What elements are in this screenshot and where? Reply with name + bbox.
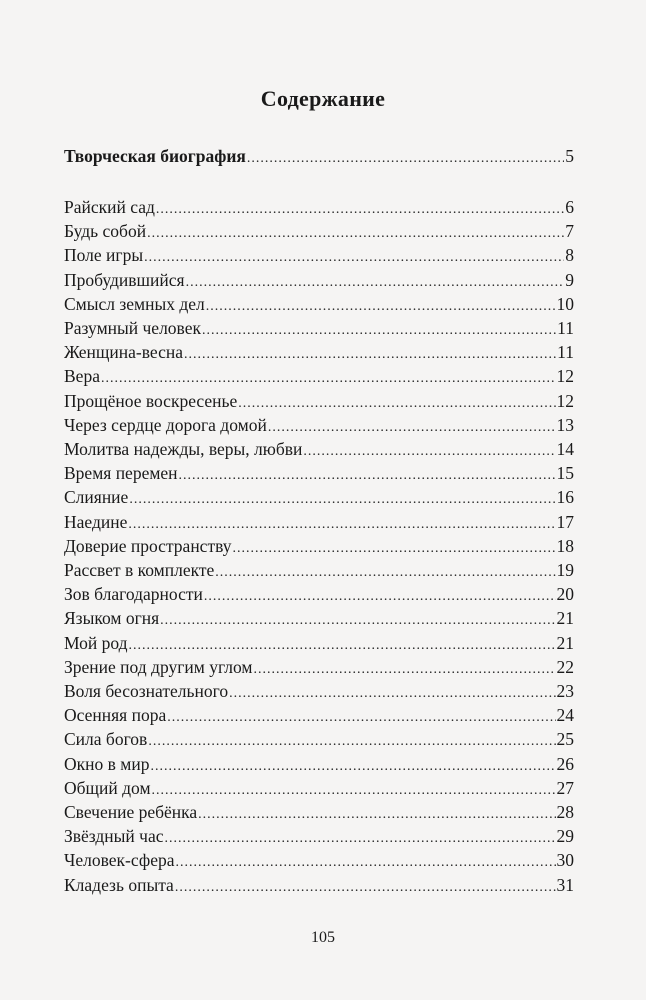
toc-entry-page: 25	[556, 729, 574, 750]
toc-entry	[64, 145, 574, 167]
page-title: Содержание	[260, 86, 386, 111]
toc-entry-title: Зов благодарности	[64, 584, 203, 605]
toc-entry-page: 21	[556, 608, 574, 629]
toc-entry	[64, 511, 574, 533]
toc-entry-title: Доверие пространству	[64, 535, 232, 556]
toc-entry-page: 18	[556, 535, 574, 556]
toc-entry-page: 12	[556, 390, 574, 411]
toc-entry	[64, 244, 574, 266]
toc-entry	[64, 196, 574, 218]
dot-leader	[229, 683, 555, 705]
dot-leader	[247, 148, 564, 170]
dot-leader	[175, 877, 556, 899]
toc-entry	[64, 269, 574, 291]
dot-leader	[147, 223, 564, 245]
toc-entry	[64, 341, 574, 363]
toc-entry	[64, 753, 574, 775]
dot-leader	[215, 562, 555, 584]
dot-leader	[150, 756, 555, 778]
toc-entry-title: Вера	[64, 366, 100, 387]
toc-entry-title: Сила богов	[64, 729, 148, 750]
toc-entry-page: 17	[556, 511, 574, 532]
toc-entry-page: 19	[556, 560, 574, 580]
toc-entry-page: 11	[557, 318, 574, 338]
toc-entry-title: Прощёное воскресенье	[64, 390, 238, 411]
dot-leader	[160, 610, 555, 632]
toc-entry	[64, 583, 574, 605]
toc-entry-title: Разумный человек	[64, 318, 201, 338]
toc-entry-page: 16	[556, 487, 574, 508]
toc-entry-title: Молитва надежды, веры, любви	[64, 439, 303, 459]
toc-entry	[64, 704, 574, 726]
toc-entry-page: 14	[556, 439, 574, 459]
toc-entry-title: Женщина-весна	[64, 342, 183, 363]
toc-entry-title: Человек-сфера	[64, 850, 175, 871]
toc-entry	[64, 874, 574, 896]
toc-entry-title: Свечение ребёнка	[64, 802, 198, 822]
toc-entry	[64, 293, 574, 315]
dot-leader	[206, 296, 556, 318]
toc-entry	[64, 535, 574, 557]
toc-entry-title: Языком огня	[64, 608, 160, 629]
toc-entry-page: 6	[565, 197, 574, 217]
dot-leader	[268, 417, 556, 439]
toc-entry-page: 24	[556, 705, 574, 726]
toc-entry-page: 7	[565, 221, 574, 242]
dot-leader	[101, 368, 556, 390]
toc-entry	[64, 486, 574, 508]
toc-entry-page: 9	[565, 269, 574, 290]
toc-entry-page: 23	[556, 681, 574, 701]
toc-entry-page: 27	[556, 777, 574, 798]
dot-leader	[238, 393, 555, 415]
toc-entry-page: 21	[556, 632, 574, 653]
toc-entry	[64, 390, 574, 412]
dot-leader	[202, 320, 556, 342]
dot-leader	[198, 804, 555, 826]
toc-entry-title: Через сердце дорога домой	[64, 414, 267, 435]
toc-entry-page: 12	[556, 366, 574, 387]
dot-leader	[129, 489, 555, 511]
dot-leader	[152, 780, 556, 802]
dot-leader	[186, 272, 565, 294]
toc-entry-title: Время перемен	[64, 463, 178, 484]
toc-entry-page: 13	[556, 414, 574, 435]
toc-entry	[64, 438, 574, 460]
toc-entry	[64, 365, 574, 387]
toc-entry-page: 10	[556, 293, 574, 314]
toc-entry-title: Райский сад	[64, 197, 155, 217]
toc-entry-title: Общий дом	[64, 777, 151, 798]
toc-entry	[64, 559, 574, 581]
dot-leader	[148, 731, 555, 753]
toc-entry-title: Окно в мир	[64, 753, 150, 774]
toc-entry	[64, 801, 574, 823]
toc-entry	[64, 825, 574, 847]
toc-entry	[64, 317, 574, 339]
toc-entry-title: Воля бесознательного	[64, 681, 229, 701]
toc-entry	[64, 849, 574, 871]
dot-leader	[129, 635, 556, 657]
toc-entry	[64, 414, 574, 436]
toc-entry	[64, 656, 574, 678]
dot-leader	[204, 586, 556, 608]
toc-entry-title: Кладезь опыта	[64, 874, 174, 895]
toc-entry	[64, 607, 574, 629]
dot-leader	[176, 852, 556, 874]
toc-entry	[64, 220, 574, 242]
toc-entry-title: Слияние	[64, 487, 129, 508]
toc-entry-page: 28	[556, 802, 574, 822]
toc-entry-title: Поле игры	[64, 245, 144, 266]
toc-entry	[64, 777, 574, 799]
toc-entry-title: Звёздный час	[64, 826, 164, 847]
dot-leader	[303, 441, 555, 463]
toc-entry-title: Рассвет в комплекте	[64, 560, 215, 580]
dot-leader	[184, 344, 556, 366]
dot-leader	[156, 199, 564, 221]
toc-entry	[64, 680, 574, 702]
toc-entry-page: 31	[556, 874, 574, 895]
toc-entry-title: Творческая биография	[64, 146, 246, 166]
toc-entry-title: Пробудившийся	[64, 269, 185, 290]
toc-entry-page: 26	[556, 753, 574, 774]
toc-entry-page: 5	[565, 146, 574, 166]
toc-entry-page: 30	[556, 850, 574, 871]
toc-entry-title: Смысл земных дел	[64, 293, 205, 314]
page-number: 105	[311, 929, 335, 946]
dot-leader	[167, 707, 555, 729]
toc-entry-title: Наедине	[64, 511, 128, 532]
dot-leader	[233, 538, 556, 560]
dot-leader	[165, 828, 556, 850]
toc-entry	[64, 728, 574, 750]
toc-entry	[64, 462, 574, 484]
toc-entry-page: 11	[557, 342, 574, 363]
toc-entry-title: Осенняя пора	[64, 705, 167, 726]
toc-entry-page: 15	[556, 463, 574, 484]
dot-leader	[253, 659, 555, 681]
toc-entry-page: 20	[556, 584, 574, 605]
dot-leader	[128, 514, 555, 536]
dot-leader	[179, 465, 556, 487]
toc-entry-page: 8	[565, 245, 574, 266]
toc-entry	[64, 632, 574, 654]
toc-entry-title: Мой род	[64, 632, 128, 653]
toc-entry-page: 29	[556, 826, 574, 847]
toc-entry-title: Зрение под другим углом	[64, 656, 253, 677]
toc-entry-page: 22	[556, 656, 574, 677]
dot-leader	[144, 247, 564, 269]
toc-entry-title: Будь собой	[64, 221, 147, 242]
